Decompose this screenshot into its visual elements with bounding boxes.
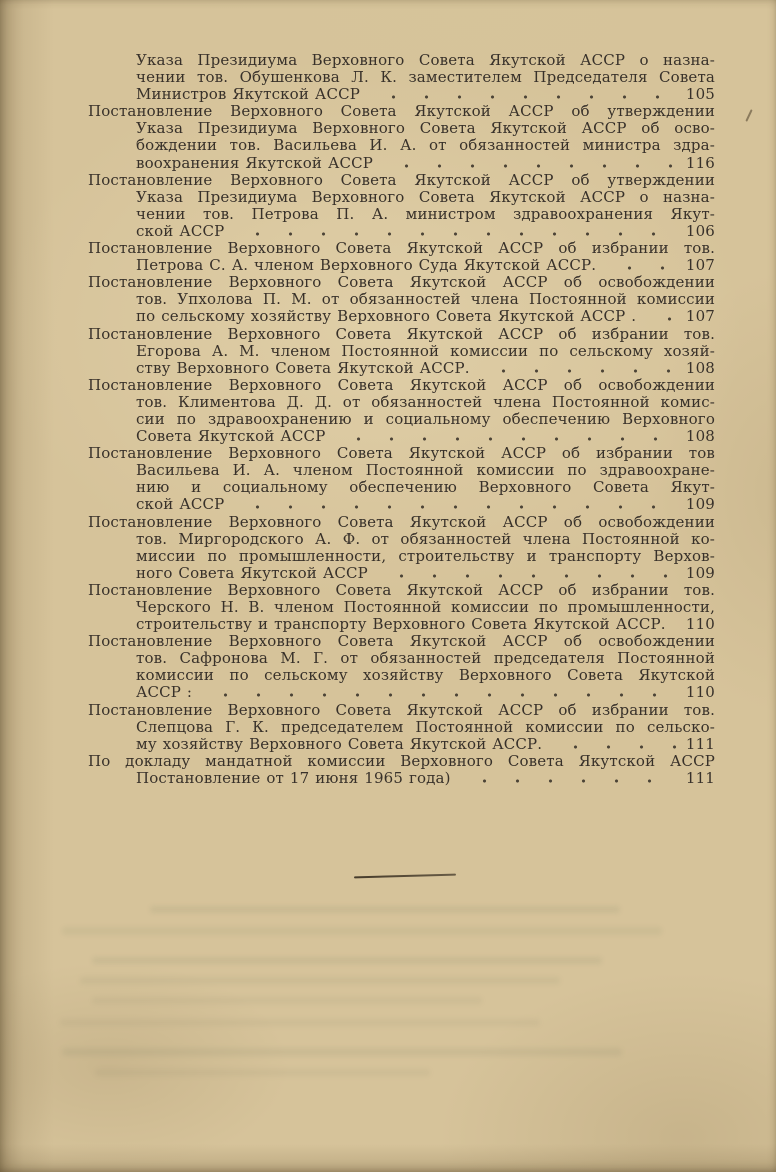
page-number: 106 [685,221,715,240]
toc-line-with-page-number [136,86,715,103]
stray-ink-mark [745,109,752,122]
toc-entry [88,52,715,103]
toc-entry [88,172,715,240]
dot-leader [460,779,678,783]
showthrough-smudge [62,927,662,935]
dot-leader [233,232,678,236]
toc-entry [88,514,715,582]
dot-leader [233,505,678,509]
toc-line-text: воохранения Якутской АССР [136,153,373,172]
dot-leader [645,317,678,321]
showthrough-smudge [92,957,602,964]
toc-line-text: Совета Якутской АССР [136,427,326,446]
showthrough-smudge [150,906,620,913]
toc-entry [88,326,715,377]
toc-line: Указа Президиума Верховного Совета Якутской АССР об осво- [136,119,715,138]
page-number: 111 [685,768,715,787]
page-number: 110 [685,615,715,634]
toc-line-with-page-number [136,257,715,274]
toc-line-text: Министров Якутской АССР [136,85,360,104]
toc-line: Черского Н. В. членом Постоянной комиссии по промышленности, [136,598,715,616]
dot-leader [201,693,678,697]
toc-line: Постановление Верховного Совета Якутской АССР об освобождении [88,375,715,394]
toc-line-text: по сельскому хозяйству Верховного Совета Якутской АССР . [136,307,637,326]
toc-entry [88,582,715,633]
toc-line: Васильева И. А. членом Постоянной комиссии по здравоохране- [136,461,715,480]
dot-leader [377,574,678,578]
toc-line-text: му хозяйству Верховного Совета Якутской АССР. [136,734,543,753]
toc-line-text: ного Совета Якутской АССР [136,563,368,582]
toc-line-with-page-number [136,360,715,377]
toc-line-with-page-number [136,496,715,513]
toc-line: нию и социальному обеспечению Верховного Совета Якут- [136,478,715,497]
toc-line-text: строительству и транспорту Верховного Совета Якутской АССР. [136,615,666,634]
toc-entry [88,445,715,513]
dot-leader [369,95,678,99]
toc-line: комиссии по сельскому хозяйству Верховного Совета Якутской [136,666,715,685]
toc-line-text: ству Верховного Совета Якутской АССР. [136,358,470,377]
toc-line: Указа Президиума Верховного Совета Якутской АССР о назна- [136,187,715,206]
toc-line-text: Постановление от 17 июня 1965 года) [136,768,451,787]
dot-leader [334,437,678,441]
page-number: 116 [685,153,715,172]
toc-line-text: ской АССР [136,495,225,514]
section-divider-rule [354,874,456,879]
page-number: 110 [685,683,715,702]
toc-line: тов. Упхолова П. М. от обязанностей члена Постоянной комиссии [136,290,715,309]
showthrough-smudge [62,1048,622,1056]
showthrough-smudge [60,1019,540,1026]
toc-line-with-page-number [136,736,715,753]
toc-entry [88,240,715,274]
showthrough-smudge [80,977,560,984]
dot-leader [675,625,678,629]
showthrough-smudge [92,997,482,1004]
toc-line: миссии по промышленности, строительству и транспорту Верхов- [136,546,715,565]
toc-line-text: Петрова С. А. членом Верховного Суда Якутской АССР. [136,256,597,275]
page-number: 108 [685,427,715,446]
toc-line: тов. Сафронова М. Г. от обязанностей председателя Постоянной [136,649,715,668]
toc-entry [88,633,715,701]
toc-line: тов. Климентова Д. Д. от обязанностей члена Постоянной комис- [136,392,715,411]
dot-leader [551,745,678,749]
toc-line-with-page-number [136,223,715,240]
toc-entry [88,103,715,171]
dot-leader [382,164,678,168]
page-number: 108 [685,358,715,377]
toc-line: сии по здравоохранению и социальному обеспечению Верховного [136,409,715,428]
toc-line: Постановление Верховного Совета Якутской АССР об освобождении [88,632,715,651]
page-number: 105 [685,85,715,104]
page-number: 111 [685,734,715,753]
dot-leader [479,369,678,373]
toc-line-with-page-number [136,428,715,445]
toc-line-with-page-number [136,565,715,582]
toc-line: Указа Президиума Верховного Совета Якутской АССР о назна- [136,51,715,69]
toc-line-with-page-number [136,616,715,633]
toc-line: бождении тов. Васильева И. А. от обязанностей министра здра- [136,136,715,155]
table-of-contents [88,52,715,787]
dot-leader [605,266,678,270]
toc-entry [88,274,715,325]
toc-line-text: ской АССР [136,221,225,240]
toc-line: Постановление Верховного Совета Якутской АССР об освобождении [88,273,715,292]
toc-line: Постановление Верховного Совета Якутской АССР об утверждении [88,102,715,121]
toc-line: чении тов. Обушенкова Л. К. заместителем Председателя Совета [136,68,715,87]
toc-line-with-page-number [136,155,715,172]
toc-line: чении тов. Петрова П. А. министром здравоохранения Якут- [136,204,715,223]
toc-line: По докладу мандатной комиссии Верховного Совета Якутской АССР [88,751,715,770]
toc-line: Постановление Верховного Совета Якутской АССР об избрании тов. [88,580,715,599]
toc-entry [88,753,715,787]
toc-entry [88,377,715,445]
page-number: 107 [685,256,715,275]
toc-entry [88,702,715,753]
toc-line-with-page-number [136,684,715,701]
toc-line: Постановление Верховного Совета Якутской АССР об избрании тов. [88,700,715,719]
toc-line: Постановление Верховного Совета Якутской АССР об освобождении [88,512,715,531]
toc-line: Постановление Верховного Совета Якутской АССР об избрании тов [88,444,715,463]
toc-line-with-page-number [136,308,715,325]
toc-line-text: АССР : [136,683,193,702]
toc-line: Постановление Верховного Совета Якутской АССР об избрании тов. [88,239,715,258]
showthrough-smudge [95,1069,430,1076]
toc-line: Постановление Верховного Совета Якутской АССР об утверждении [88,170,715,189]
toc-line: Егорова А. М. членом Постоянной комиссии по сельскому хозяй- [136,341,715,360]
page-number: 107 [685,307,715,326]
page-number: 109 [685,495,715,514]
toc-line: Постановление Верховного Совета Якутской АССР об избрании тов. [88,324,715,343]
toc-line: тов. Миргородского А. Ф. от обязанностей члена Постоянной ко- [136,529,715,548]
toc-line: Слепцова Г. К. председателем Постоянной комиссии по сельско- [136,717,715,736]
toc-line-with-page-number [136,770,715,787]
page-number: 109 [685,563,715,582]
